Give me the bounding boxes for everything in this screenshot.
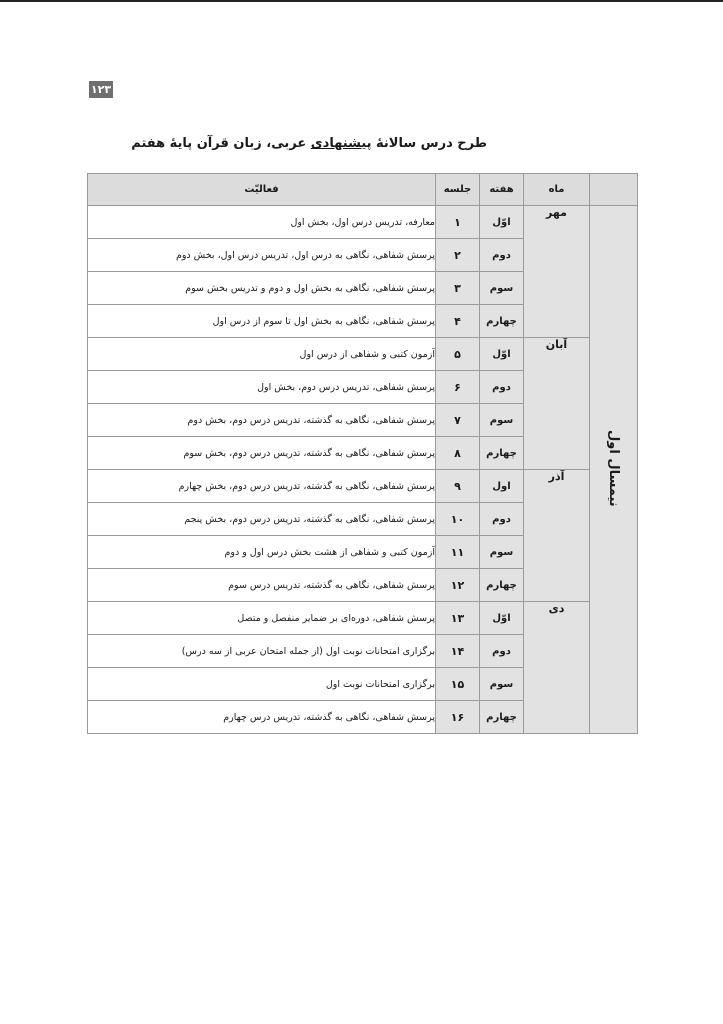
week-cell: دوم <box>480 371 524 404</box>
session-cell: ۳ <box>436 272 480 305</box>
lesson-plan-table <box>87 173 638 734</box>
session-cell: ۱۲ <box>436 569 480 602</box>
activity-cell: آزمون کتبی و شفاهی از درس اول <box>88 338 436 371</box>
page-title <box>131 133 487 155</box>
week-cell: چهارم <box>480 305 524 338</box>
month-cell: آبان <box>524 338 590 470</box>
week-cell: سوم <box>480 272 524 305</box>
week-cell: اوّل <box>480 206 524 239</box>
activity-cell: پرسش شفاهی، نگاهی به گذشته، تدریس درس دوم، بخش پنجم <box>88 503 436 536</box>
session-cell: ۶ <box>436 371 480 404</box>
session-cell: ۷ <box>436 404 480 437</box>
session-cell: ۱۰ <box>436 503 480 536</box>
week-cell: اوّل <box>480 338 524 371</box>
semester-label: نیمسال اول <box>606 429 621 507</box>
activity-cell: آزمون کتبی و شفاهی از هشت بخش درس اول و دوم <box>88 536 436 569</box>
week-cell: سوم <box>480 404 524 437</box>
activity-cell: معارفه، تدریس درس اول، بخش اول <box>88 206 436 239</box>
week-cell: چهارم <box>480 437 524 470</box>
week-cell: اوّل <box>480 602 524 635</box>
header-session: جلسه <box>436 174 480 206</box>
header-month: ماه <box>524 174 590 206</box>
semester-cell <box>590 206 638 734</box>
session-cell: ۱۳ <box>436 602 480 635</box>
activity-cell: پرسش شفاهی، نگاهی به درس اول، تدریس درس اول، بخش دوم <box>88 239 436 272</box>
table-row <box>88 602 638 635</box>
header-week: هفته <box>480 174 524 206</box>
table-header-row <box>88 174 638 206</box>
title-underlined-word: پیشنهادی <box>310 136 372 151</box>
title-part-2: عربی، زبان قرآن پایهٔ هفتم <box>131 136 311 151</box>
session-cell: ۱۶ <box>436 701 480 734</box>
table-row <box>88 206 638 239</box>
week-cell: سوم <box>480 536 524 569</box>
week-cell: اول <box>480 470 524 503</box>
activity-cell: پرسش شفاهی، نگاهی به گذشته، تدریس درس چهارم <box>88 701 436 734</box>
activity-cell: پرسش شفاهی، نگاهی به گذشته، تدریس درس دوم، بخش دوم <box>88 404 436 437</box>
session-cell: ۲ <box>436 239 480 272</box>
activity-cell: برگزاری امتحانات نوبت اول <box>88 668 436 701</box>
activity-cell: پرسش شفاهی، دوره‌ای بر ضمایر منفصل و متصل <box>88 602 436 635</box>
week-cell: چهارم <box>480 701 524 734</box>
month-cell: مهر <box>524 206 590 338</box>
activity-cell: برگزاری امتحانات نوبت اول (از جمله امتحان عربی از سه درس) <box>88 635 436 668</box>
table-row <box>88 470 638 503</box>
session-cell: ۱۴ <box>436 635 480 668</box>
week-cell: دوم <box>480 635 524 668</box>
session-cell: ۴ <box>436 305 480 338</box>
activity-cell: پرسش شفاهی، نگاهی به گذشته، تدریس درس دوم، بخش سوم <box>88 437 436 470</box>
title-part-1: طرح درس سالانهٔ <box>371 136 487 151</box>
week-cell: دوم <box>480 503 524 536</box>
top-rule <box>0 0 723 2</box>
session-cell: ۱۱ <box>436 536 480 569</box>
session-cell: ۵ <box>436 338 480 371</box>
week-cell: چهارم <box>480 569 524 602</box>
activity-cell: پرسش شفاهی، نگاهی به بخش اول تا سوم از درس اول <box>88 305 436 338</box>
page-number: ۱۲۳ <box>90 83 112 96</box>
week-cell: سوم <box>480 668 524 701</box>
activity-cell: پرسش شفاهی، نگاهی به بخش اول و دوم و تدریس بخش سوم <box>88 272 436 305</box>
session-cell: ۹ <box>436 470 480 503</box>
month-cell: دی <box>524 602 590 734</box>
activity-cell: پرسش شفاهی، نگاهی به گذشته، تدریس درس دوم، بخش چهارم <box>88 470 436 503</box>
header-activity: فعالیّت <box>88 174 436 206</box>
activity-cell: پرسش شفاهی، تدریس درس دوم، بخش اول <box>88 371 436 404</box>
session-cell: ۱۵ <box>436 668 480 701</box>
header-semester <box>590 174 638 206</box>
week-cell: دوم <box>480 239 524 272</box>
session-cell: ۱ <box>436 206 480 239</box>
table-row <box>88 338 638 371</box>
session-cell: ۸ <box>436 437 480 470</box>
month-cell: آذر <box>524 470 590 602</box>
activity-cell: پرسش شفاهی، نگاهی به گذشته، تدریس درس سوم <box>88 569 436 602</box>
